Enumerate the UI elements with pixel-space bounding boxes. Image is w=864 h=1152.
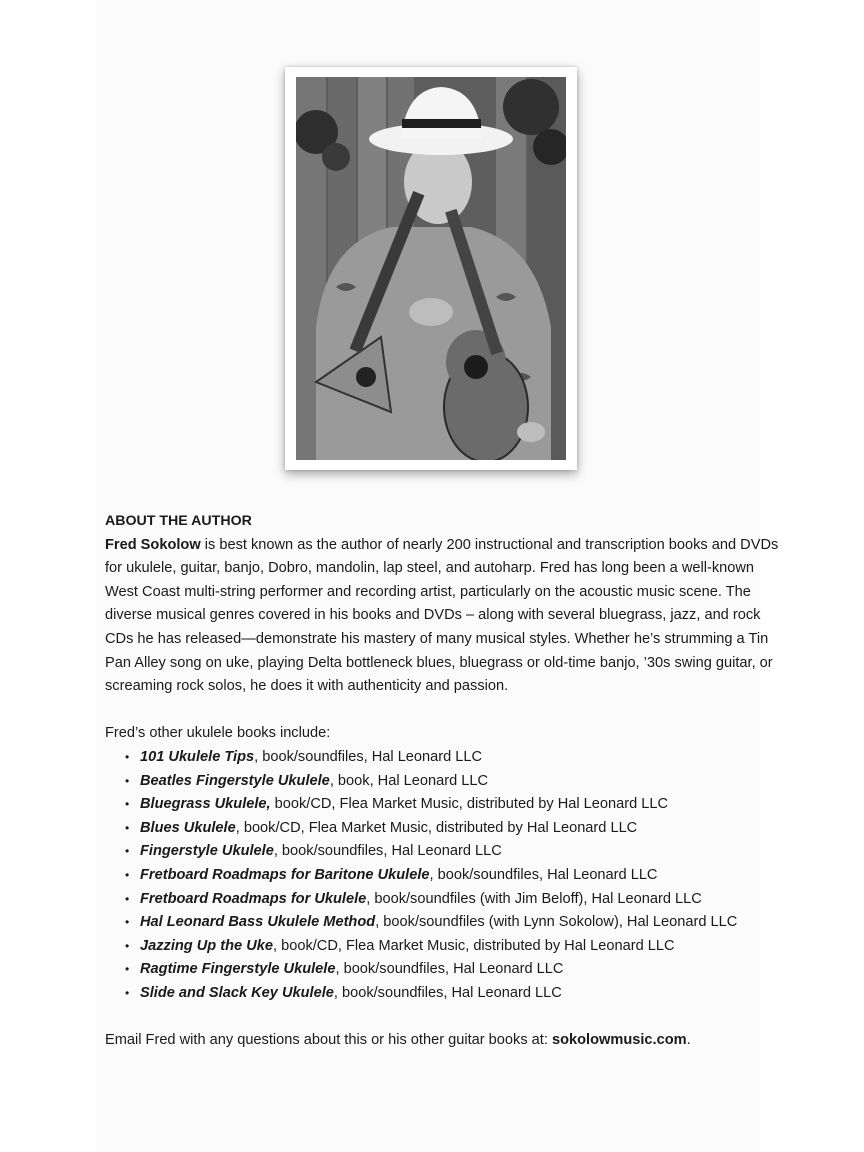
list-item (125, 911, 785, 935)
list-item (125, 746, 785, 770)
author-photo (296, 77, 566, 460)
book-details: , book/soundfiles, Hal Leonard LLC (333, 984, 562, 1001)
contact-trailing: . (686, 1032, 691, 1049)
book-title: Fingerstyle Ukulele (140, 843, 274, 860)
book-details: , book/soundfiles, Hal Leonard LLC (254, 748, 483, 765)
book-title: Fretboard Roadmaps for Baritone Ukulele (140, 866, 430, 883)
book-details: , book, Hal Leonard LLC (329, 772, 489, 789)
book-details: , book/soundfiles, Hal Leonard LLC (429, 866, 658, 883)
book-title: Blues Ukulele (140, 819, 236, 836)
book-details: , book/CD, Flea Market Music, distributed by Hal Leonard LLC (235, 819, 638, 836)
author-photo-frame (285, 67, 577, 470)
author-name: Fred Sokolow (105, 536, 201, 553)
website-link[interactable]: sokolowmusic.com (551, 1032, 687, 1049)
book-details: , book/CD, Flea Market Music, distributed by Hal Leonard LLC (273, 937, 675, 954)
book-title: Ragtime Fingerstyle Ukulele (140, 961, 336, 978)
list-item (125, 817, 785, 841)
book-details: , book/soundfiles, Hal Leonard LLC (273, 843, 502, 860)
list-item (125, 770, 785, 794)
bio-text: is best known as the author of nearly 200 instructional and transcription books and DVDs for ukulele, guitar, banjo, Dobro, mandolin, lap steel, and autoharp. Fred has long been a well-known West Coast multi-string performer and recording artist, particularly on the acoustic music scene. The diverse musical genres covered in his books and DVDs – along with several bluegrass, jazz, and rock CDs he has released—demonstrate his mastery of many musical styles. Whether he’s strumming a Tin Pan Alley song on uke, playing Delta bottleneck blues, bluegrass or old-time banjo, ’30s swing guitar, or screaming rock solos, he does it with authenticity and passion. (105, 536, 779, 695)
list-item (125, 793, 785, 817)
book-title: Fretboard Roadmaps for Ukulele (140, 890, 367, 907)
author-bio (105, 534, 785, 699)
books-intro: Fred’s other ukulele books include: (105, 725, 331, 742)
book-title: 101 Ukulele Tips (140, 748, 255, 765)
list-item (125, 888, 785, 912)
book-title: Jazzing Up the Uke (140, 937, 273, 954)
list-item (125, 982, 785, 1006)
list-item (125, 840, 785, 864)
list-item (125, 958, 785, 982)
list-item (125, 935, 785, 959)
book-details: , book/soundfiles (with Jim Beloff), Hal Leonard LLC (366, 890, 702, 907)
book-title: Hal Leonard Bass Ukulele Method (140, 914, 376, 931)
list-item (125, 864, 785, 888)
contact-line (105, 1029, 785, 1053)
book-title: Bluegrass Ukulele, (140, 796, 271, 813)
book-details: , book/soundfiles, Hal Leonard LLC (335, 961, 564, 978)
book-list (105, 746, 785, 1006)
book-title: Slide and Slack Key Ukulele (140, 984, 334, 1001)
book-title: Beatles Fingerstyle Ukulele (140, 772, 330, 789)
about-author-section (105, 510, 785, 1053)
book-details: book/CD, Flea Market Music, distributed by Hal Leonard LLC (270, 796, 669, 813)
about-heading: ABOUT THE AUTHOR (105, 513, 252, 529)
book-details: , book/soundfiles (with Lynn Sokolow), Hal Leonard LLC (375, 914, 738, 931)
contact-text: Email Fred with any questions about this or his other guitar books at: (105, 1032, 552, 1049)
